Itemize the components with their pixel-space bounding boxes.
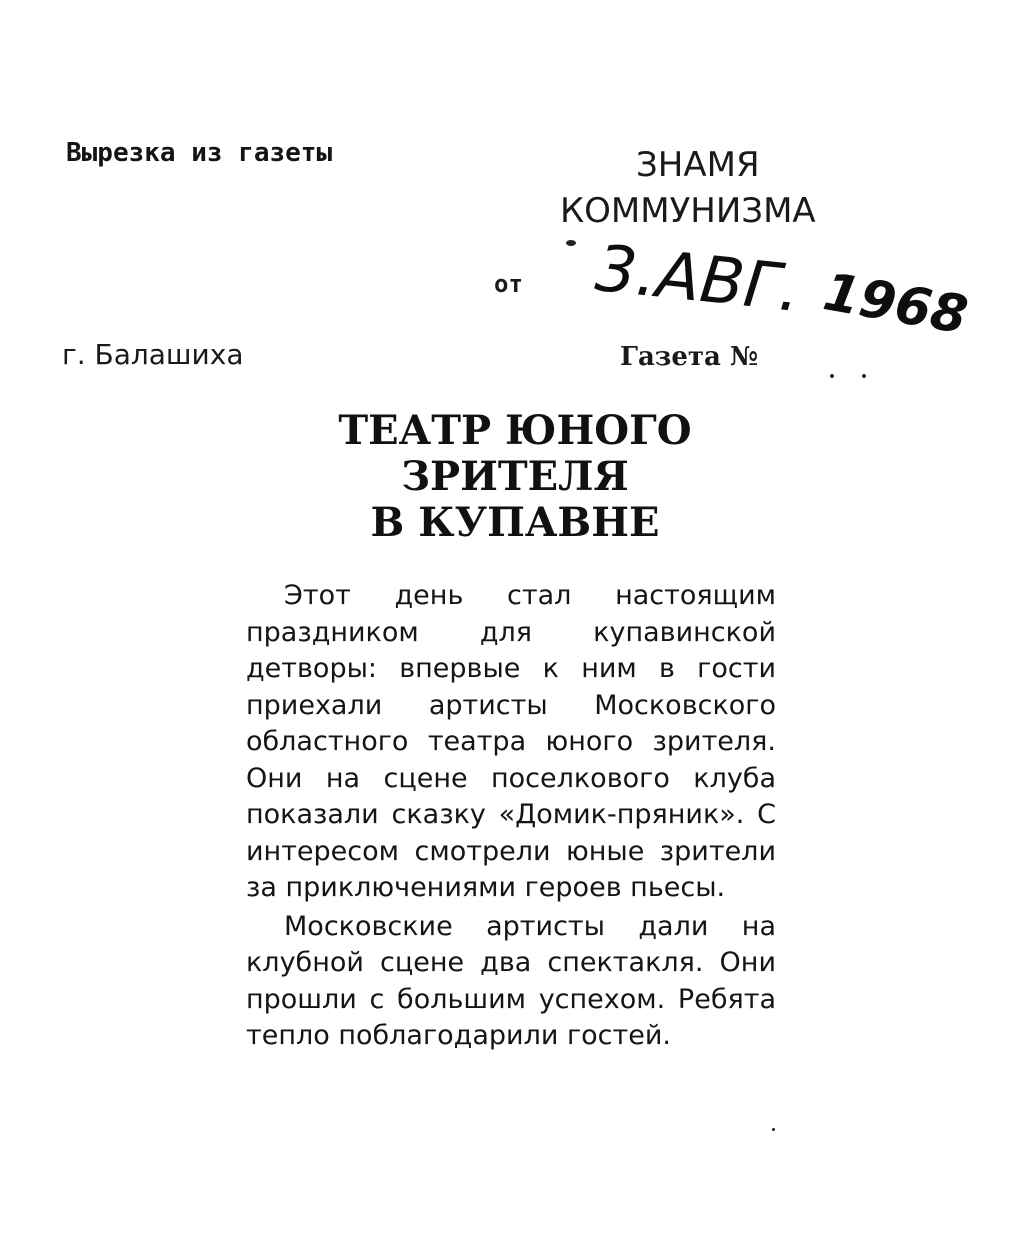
article-headline	[250, 408, 780, 546]
date-day-month: 3.АВГ.	[592, 232, 804, 327]
print-speck	[566, 240, 576, 246]
date-from-label: от	[494, 270, 523, 298]
print-speck	[862, 374, 866, 378]
date-stamp	[592, 232, 971, 345]
city-label: г. Балашиха	[62, 338, 244, 371]
headline-line2: ЗРИТЕЛЯ	[401, 453, 629, 500]
headline-line1: ТЕАТР ЮНОГО	[338, 407, 692, 454]
article-paragraph-2: Московские артисты дали на клубной сцене два спектакля. Они прошли с большим успехом. Ребята тепло поблагодарили гостей.	[246, 910, 776, 1051]
newspaper-name-line1: ЗНАМЯ	[636, 145, 760, 185]
issue-number-label: Газета №	[620, 342, 759, 372]
print-speck	[830, 374, 834, 378]
clipping-label: Вырезка из газеты	[66, 138, 333, 168]
print-speck	[772, 1128, 775, 1131]
newspaper-name	[560, 142, 860, 234]
article-paragraph-1: Этот день стал настоящим праздником для купавинской детворы: впервые к ним в гости приехали артисты Московского областного театра юного зрителя. Они на сцене поселкового клуба показали сказку «Домик-пряник». С интересом смотрели юные зрители за приключениями героев пьесы.	[246, 580, 776, 903]
date-year: 1968	[818, 262, 972, 347]
article-body	[246, 578, 776, 1055]
newspaper-name-line2: КОММУНИЗМА	[560, 191, 816, 231]
headline-line3: В КУПАВНЕ	[370, 499, 660, 546]
